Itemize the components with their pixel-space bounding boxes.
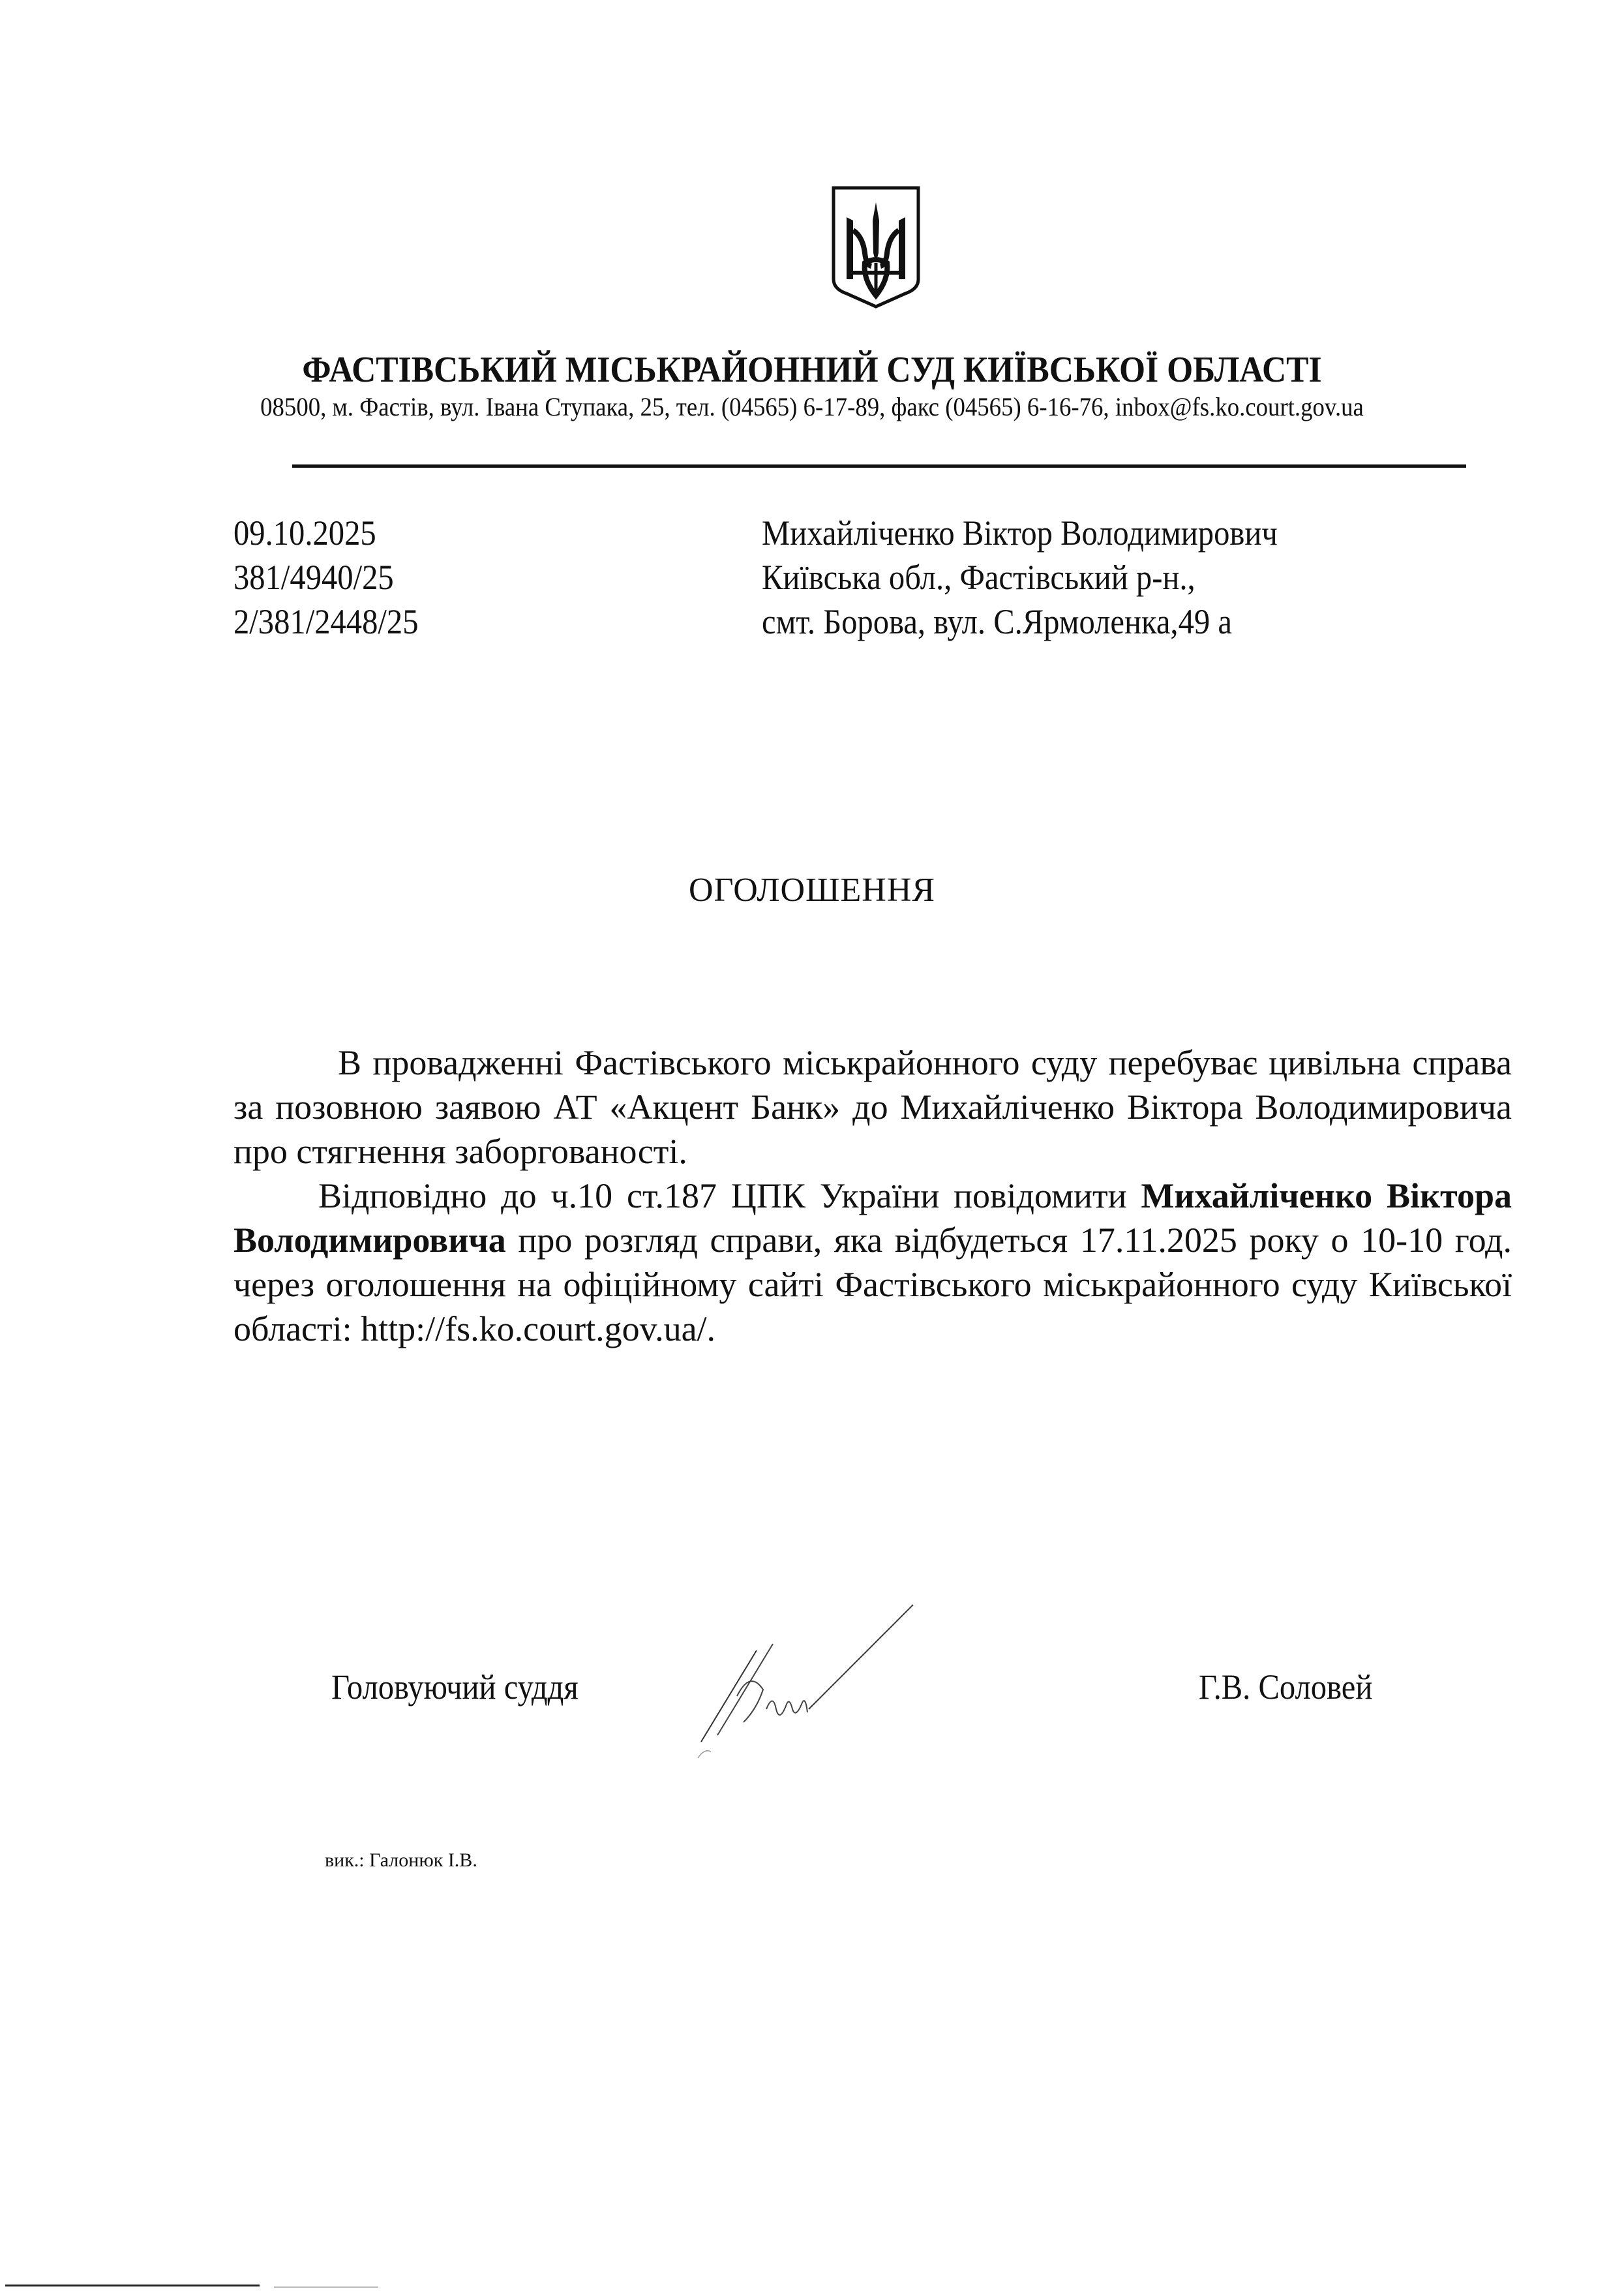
- signatory-name: Г.В. Соловей: [1199, 1667, 1373, 1707]
- recipient-address-line1: Київська обл., Фастівський р-н.,: [762, 558, 1195, 597]
- header-divider: [292, 464, 1466, 468]
- recipient-name: Михайліченко Віктор Володимирович: [762, 513, 1278, 553]
- coat-of-arms-icon: [827, 181, 925, 312]
- executor-note: вик.: Галонюк І.В.: [325, 1849, 477, 1871]
- body-paragraph-1: В провадженні Фастівського міськрайонного суду перебуває цивільна справа за позовною заявою АТ «Акцент Банк» до Михайліченко Віктора Володимировича про стягнення заборгованості.: [233, 1043, 1512, 1171]
- court-contacts: 08500, м. Фастів, вул. Івана Ступака, 25, тел. (04565) 6-17-89, факс (04565) 6-16-76, inbox@fs.ko.court.gov.ua: [260, 392, 1364, 421]
- paragraph-2-intro: Відповідно до ч.10 ст.187 ЦПК України повідомити: [318, 1176, 1141, 1215]
- handwritten-signature: [691, 1579, 1030, 1774]
- footer-scan-line: [5, 2285, 260, 2286]
- document-date: 09.10.2025: [233, 513, 376, 553]
- document-meta: [233, 511, 419, 644]
- recipient-block: [762, 511, 1278, 644]
- document-body: [233, 1040, 1512, 1351]
- proceeding-number: 2/381/2448/25: [233, 602, 419, 641]
- court-name: ФАСТІВСЬКИЙ МІСЬКРАЙОННИЙ СУД КИЇВСЬКОЇ ОБЛАСТІ: [302, 350, 1322, 390]
- recipient-address-line2: смт. Борова, вул. С.Ярмоленка,49 а: [762, 602, 1232, 641]
- paragraph-2-rest: про розгляд справи, яка відбудеться 17.11.2025 року о 10-10 год. через оголошення на офіційному сайті Фастівського міськрайонного суду Київської області: http://fs.ko.court.gov.ua/.: [233, 1221, 1512, 1348]
- case-number: 381/4940/25: [233, 558, 394, 597]
- document-title: ОГОЛОШЕННЯ: [688, 872, 936, 909]
- signatory-role: Головуючий суддя: [331, 1667, 579, 1707]
- defendant-name-bold: Михайліченко Віктора Володимировича: [233, 1176, 1512, 1260]
- body-paragraph-2: [233, 1174, 1512, 1351]
- footer-scan-line-faint: [274, 2286, 378, 2288]
